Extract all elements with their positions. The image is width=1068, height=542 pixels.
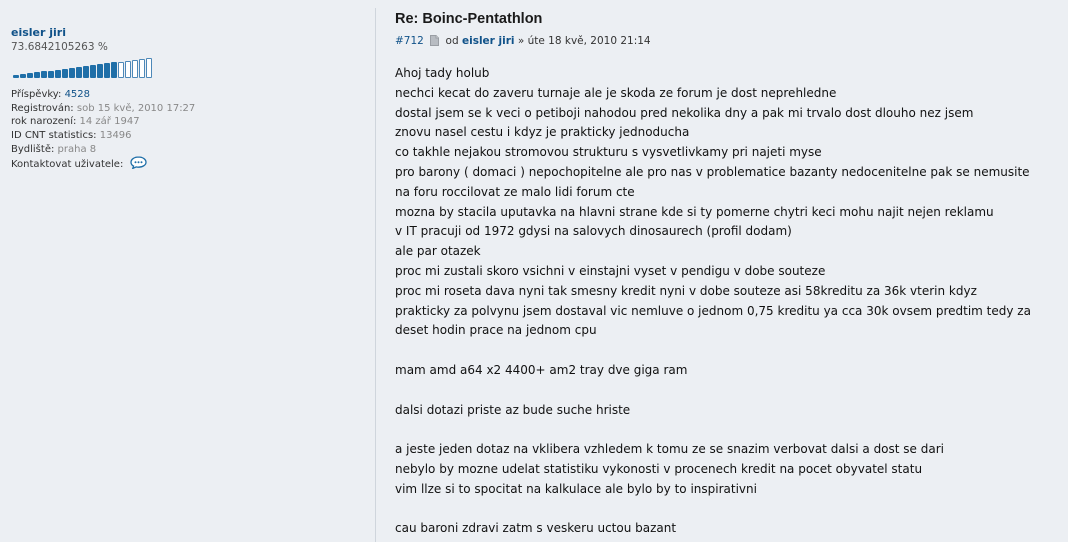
post-author-link[interactable]: eisler jiri bbox=[461, 35, 515, 47]
post-content bbox=[395, 64, 1068, 539]
post-text-line: vim llze si to spocitat na kalkulace ale bylo by to inspirativni bbox=[395, 481, 757, 496]
speech-bubble-icon[interactable] bbox=[130, 156, 147, 173]
post-text-line: nechci kecat do zaveru turnaje ale je skoda ze forum je dost neprehledne bbox=[395, 85, 837, 100]
profile-field-value: 14 zář 1947 bbox=[79, 116, 140, 128]
profile-field-row bbox=[11, 88, 380, 102]
rank-bar-segment bbox=[104, 63, 110, 78]
rank-bar-segment bbox=[62, 69, 68, 78]
profile-field-value: praha 8 bbox=[57, 143, 97, 155]
post-profile bbox=[0, 0, 380, 542]
contact-row bbox=[11, 156, 380, 170]
rank-percent: 73.6842105263 % bbox=[11, 41, 108, 53]
post-body bbox=[395, 8, 1068, 539]
post-meta bbox=[395, 35, 1068, 50]
post-by-label: od bbox=[445, 35, 459, 47]
profile-field-value: 13496 bbox=[99, 130, 132, 142]
post-text-line: deset hodin prace na jednom cpu bbox=[395, 323, 597, 338]
rank-bar-segment bbox=[34, 72, 40, 78]
profile-field-row bbox=[11, 143, 380, 157]
rank-bar-segment bbox=[139, 59, 145, 78]
post-meta-separator: » bbox=[517, 35, 525, 47]
rank-bar-segment bbox=[20, 74, 26, 78]
rank-bar-segment bbox=[125, 61, 131, 78]
rank-bar-segment bbox=[76, 67, 82, 78]
post-text-line: co takhle nejakou stromovou strukturu s vysvetlivkamy pri najeti myse bbox=[395, 145, 822, 160]
post-date: úte 18 kvě, 2010 21:14 bbox=[527, 35, 651, 47]
rank-bar bbox=[11, 54, 153, 78]
rank-bar-segment bbox=[55, 70, 61, 78]
post-text-line: proc mi zustali skoro vsichni v einstajni vyset v pendigu v dobe souteze bbox=[395, 263, 826, 278]
rank-bar-segment bbox=[48, 71, 54, 78]
post-text-line: dostal jsem se k veci o petiboji nahodou pred nekolika dny a pak mi trvalo dost dlouho nez jsem bbox=[395, 105, 974, 120]
profile-username-link[interactable]: eisler jiri bbox=[11, 26, 66, 39]
profile-field-label: rok narození: bbox=[11, 116, 77, 128]
post-text-line: pro barony ( domaci ) nepochopitelne ale pro nas v problematice bazanty nedocenitelne pak se nemusite bbox=[395, 164, 1030, 179]
post-text-line: v IT pracuji od 1972 gdysi na salovych dinosaurech (profil dodam) bbox=[395, 224, 792, 239]
rank-bar-segment bbox=[97, 64, 103, 78]
profile-field-row bbox=[11, 129, 380, 143]
rank-bar-segment bbox=[90, 65, 96, 78]
post-text-line: nebylo by mozne udelat statistiku vykonosti v procenech kredit na pocet obyvatel statu bbox=[395, 461, 923, 476]
post-text-line: na foru roccilovat ze malo lidi forum cte bbox=[395, 184, 635, 199]
post-blank-line bbox=[395, 341, 1068, 361]
post-text-line: mam amd a64 x2 4400+ am2 tray dve giga ram bbox=[395, 362, 688, 377]
post-blank-line bbox=[395, 381, 1068, 401]
column-divider bbox=[375, 8, 376, 542]
rank-bar-segment bbox=[132, 60, 138, 78]
post-text-line: ale par otazek bbox=[395, 244, 481, 259]
profile-field-label: Registrován: bbox=[11, 102, 74, 114]
post-text-line: prakticky za polvynu jsem dostaval vic nemluve o jednom 0,75 kreditu ya cca 30k ovsem predtim tedy za bbox=[395, 303, 1031, 318]
page-icon[interactable] bbox=[430, 35, 439, 50]
profile-fields bbox=[11, 88, 380, 156]
rank-bar-segment bbox=[69, 68, 75, 78]
rank-bar-segment bbox=[13, 75, 19, 78]
post-text-line: znovu nasel cestu i kdyz je prakticky jednoducha bbox=[395, 125, 690, 140]
post-blank-line bbox=[395, 500, 1068, 520]
profile-field-value: sob 15 kvě, 2010 17:27 bbox=[76, 102, 196, 114]
post-text-line: Ahoj tady holub bbox=[395, 66, 490, 80]
post-text-line: cau baroni zdravi zatm s veskeru uctou bazant bbox=[395, 521, 677, 536]
post-title[interactable]: Re: Boinc-Pentathlon bbox=[395, 11, 543, 27]
rank-bar-segment bbox=[41, 71, 47, 78]
post-blank-line bbox=[395, 420, 1068, 440]
profile-field-value[interactable]: 4528 bbox=[64, 89, 91, 100]
rank-bar-segment bbox=[111, 62, 117, 78]
post-text-line: mozna by stacila uputavka na hlavni strane kde si ty pomerne chytri keci mohu najit nejen reklamu bbox=[395, 204, 994, 219]
rank-bar-segment bbox=[118, 62, 124, 78]
profile-field-row bbox=[11, 115, 380, 129]
rank-bar-segment bbox=[83, 66, 89, 78]
rank-bar-segment bbox=[27, 73, 33, 78]
post-number-link[interactable]: #712 bbox=[395, 35, 424, 47]
profile-field-label: Příspěvky: bbox=[11, 89, 62, 100]
profile-field-label: Bydliště: bbox=[11, 143, 55, 155]
rank-bar-segment bbox=[146, 58, 152, 78]
profile-field-label: ID CNT statistics: bbox=[11, 130, 97, 142]
profile-field-row bbox=[11, 102, 380, 116]
post-text-line: a jeste jeden dotaz na vklibera vzhledem k tomu ze se snazim verbovat dalsi a dost se dari bbox=[395, 442, 944, 457]
post-text-line: proc mi roseta dava nyni tak smesny kredit nyni v dobe souteze asi 58kreditu za 36k vterin kdyz bbox=[395, 283, 977, 298]
contact-label: Kontaktovat uživatele: bbox=[11, 159, 124, 171]
post-text-line: dalsi dotazi priste az bude suche hriste bbox=[395, 402, 631, 417]
